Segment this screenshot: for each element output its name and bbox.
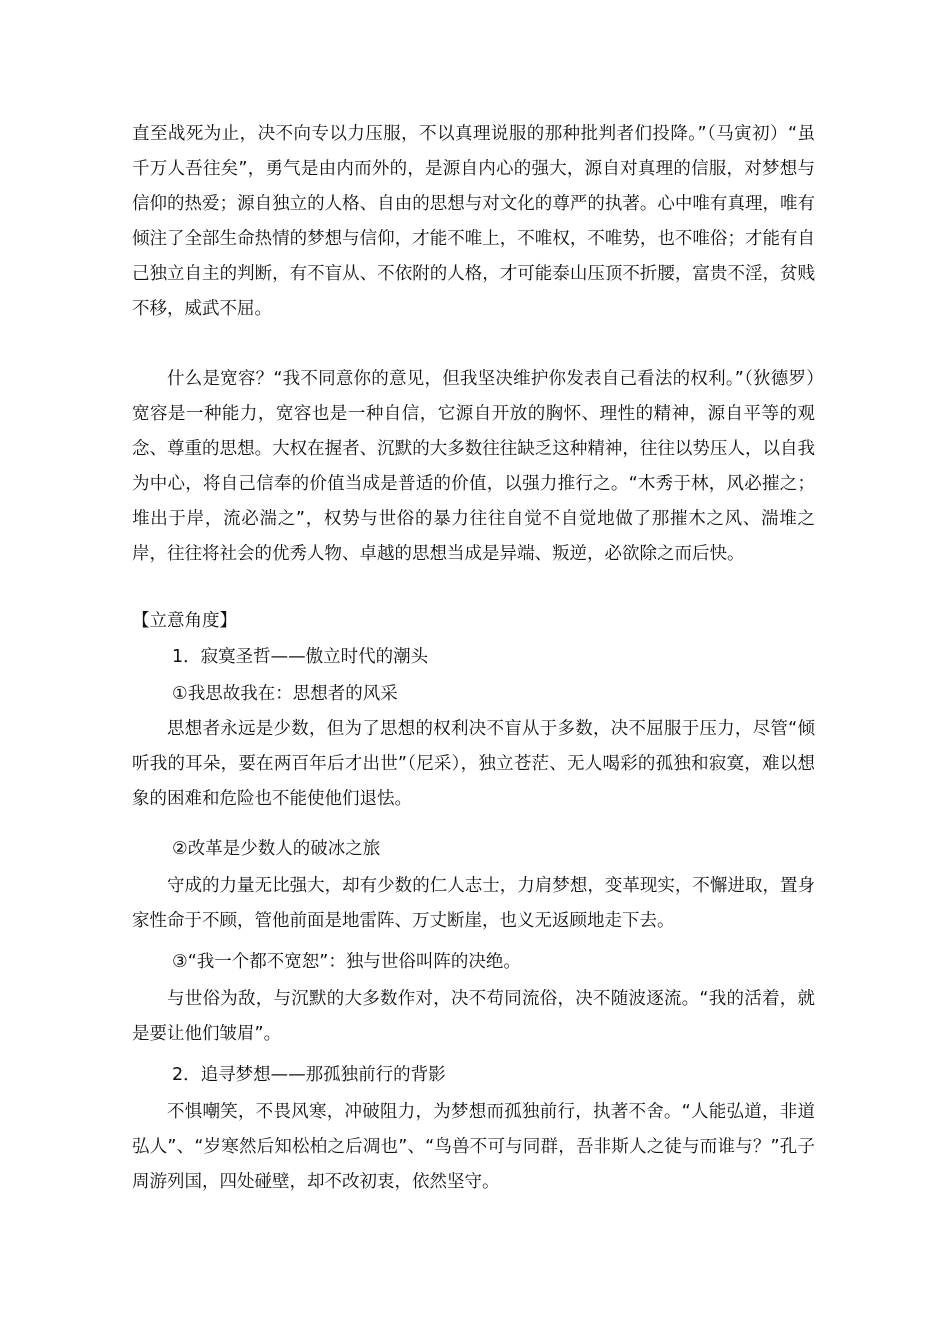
paragraph-dream: 不惧嘲笑，不畏风寒，冲破阻力，为梦想而孤独前行，执著不舍。“人能弘道，非道弘人”、“岁寒然后知松柏之后凋也”、“鸟兽不可与同群，吾非斯人之徒与而谁与？”孔子周游列国，四处碰壁，却不改初衷，依然坚守。: [132, 1102, 815, 1192]
heading-dream: 2．追寻梦想——那孤独前行的背影: [172, 1065, 446, 1085]
paragraph-courage: 直至战死为止，决不向专以力压服，不以真理说服的那种批判者们投降。”（马寅初）“虽千万人吾往矣”，勇气是由内而外的，是源自内心的强大，源自对真理的信服，对梦想与信仰的热爱；源自独立的人格、自由的思想与对文化的尊严的执著。心中唯有真理，唯有倾注了全部生命热情的梦想与信仰，才能不唯上，不唯权，不唯势，也不唯俗；才能有自己独立自主的判断，有不盲从、不依附的人格，才可能泰山压顶不折腰，富贵不淫，贫贱不移，威武不屈。: [132, 124, 815, 319]
subheading-defiance: ③“我一个都不宽恕”：独与世俗叫阵的决绝。: [172, 952, 521, 972]
paragraph-thinker: 思想者永远是少数，但为了思想的权利决不盲从于多数，决不屈服于压力，尽管“倾听我的耳朵，要在两百年后才出世”（尼采），独立苍茫、无人喝彩的孤独和寂寞，难以想象的困难和危险也不能使他们退怯。: [132, 719, 815, 809]
subheading-reform: ②改革是少数人的破冰之旅: [172, 839, 381, 859]
paragraph-defiance: 与世俗为敌，与沉默的大多数作对，决不苟同流俗，决不随波逐流。“我的活着，就是要让他们皱眉”。: [132, 989, 815, 1044]
subheading-thinker: ①我思故我在：思想者的风采: [172, 684, 398, 704]
paragraph-tolerance: 什么是宽容？“我不同意你的意见，但我坚决维护你发表自己看法的权利。”（狄德罗）宽容是一种能力，宽容也是一种自信，它源自开放的胸怀、理性的精神，源自平等的观念、尊重的思想。大权在握者、沉默的大多数往往缺乏这种精神，往往以势压人，以自我为中心，将自己信奉的价值当成是普适的价值，以强力推行之。“木秀于林，风必摧之；堆出于岸，流必湍之”，权势与世俗的暴力往往自觉不自觉地做了那摧木之风、湍堆之岸，往往将社会的优秀人物、卓越的思想当成是异端、叛逆，必欲除之而后快。: [132, 369, 815, 564]
paragraph-reform: 守成的力量无比强大，却有少数的仁人志士，力肩梦想，变革现实，不懈进取，置身家性命于不顾，管他前面是地雷阵、万丈断崖，也义无返顾地走下去。: [132, 876, 815, 931]
heading-sages: 1．寂寞圣哲——傲立时代的潮头: [172, 647, 429, 667]
section-heading: 【立意角度】: [132, 611, 237, 631]
